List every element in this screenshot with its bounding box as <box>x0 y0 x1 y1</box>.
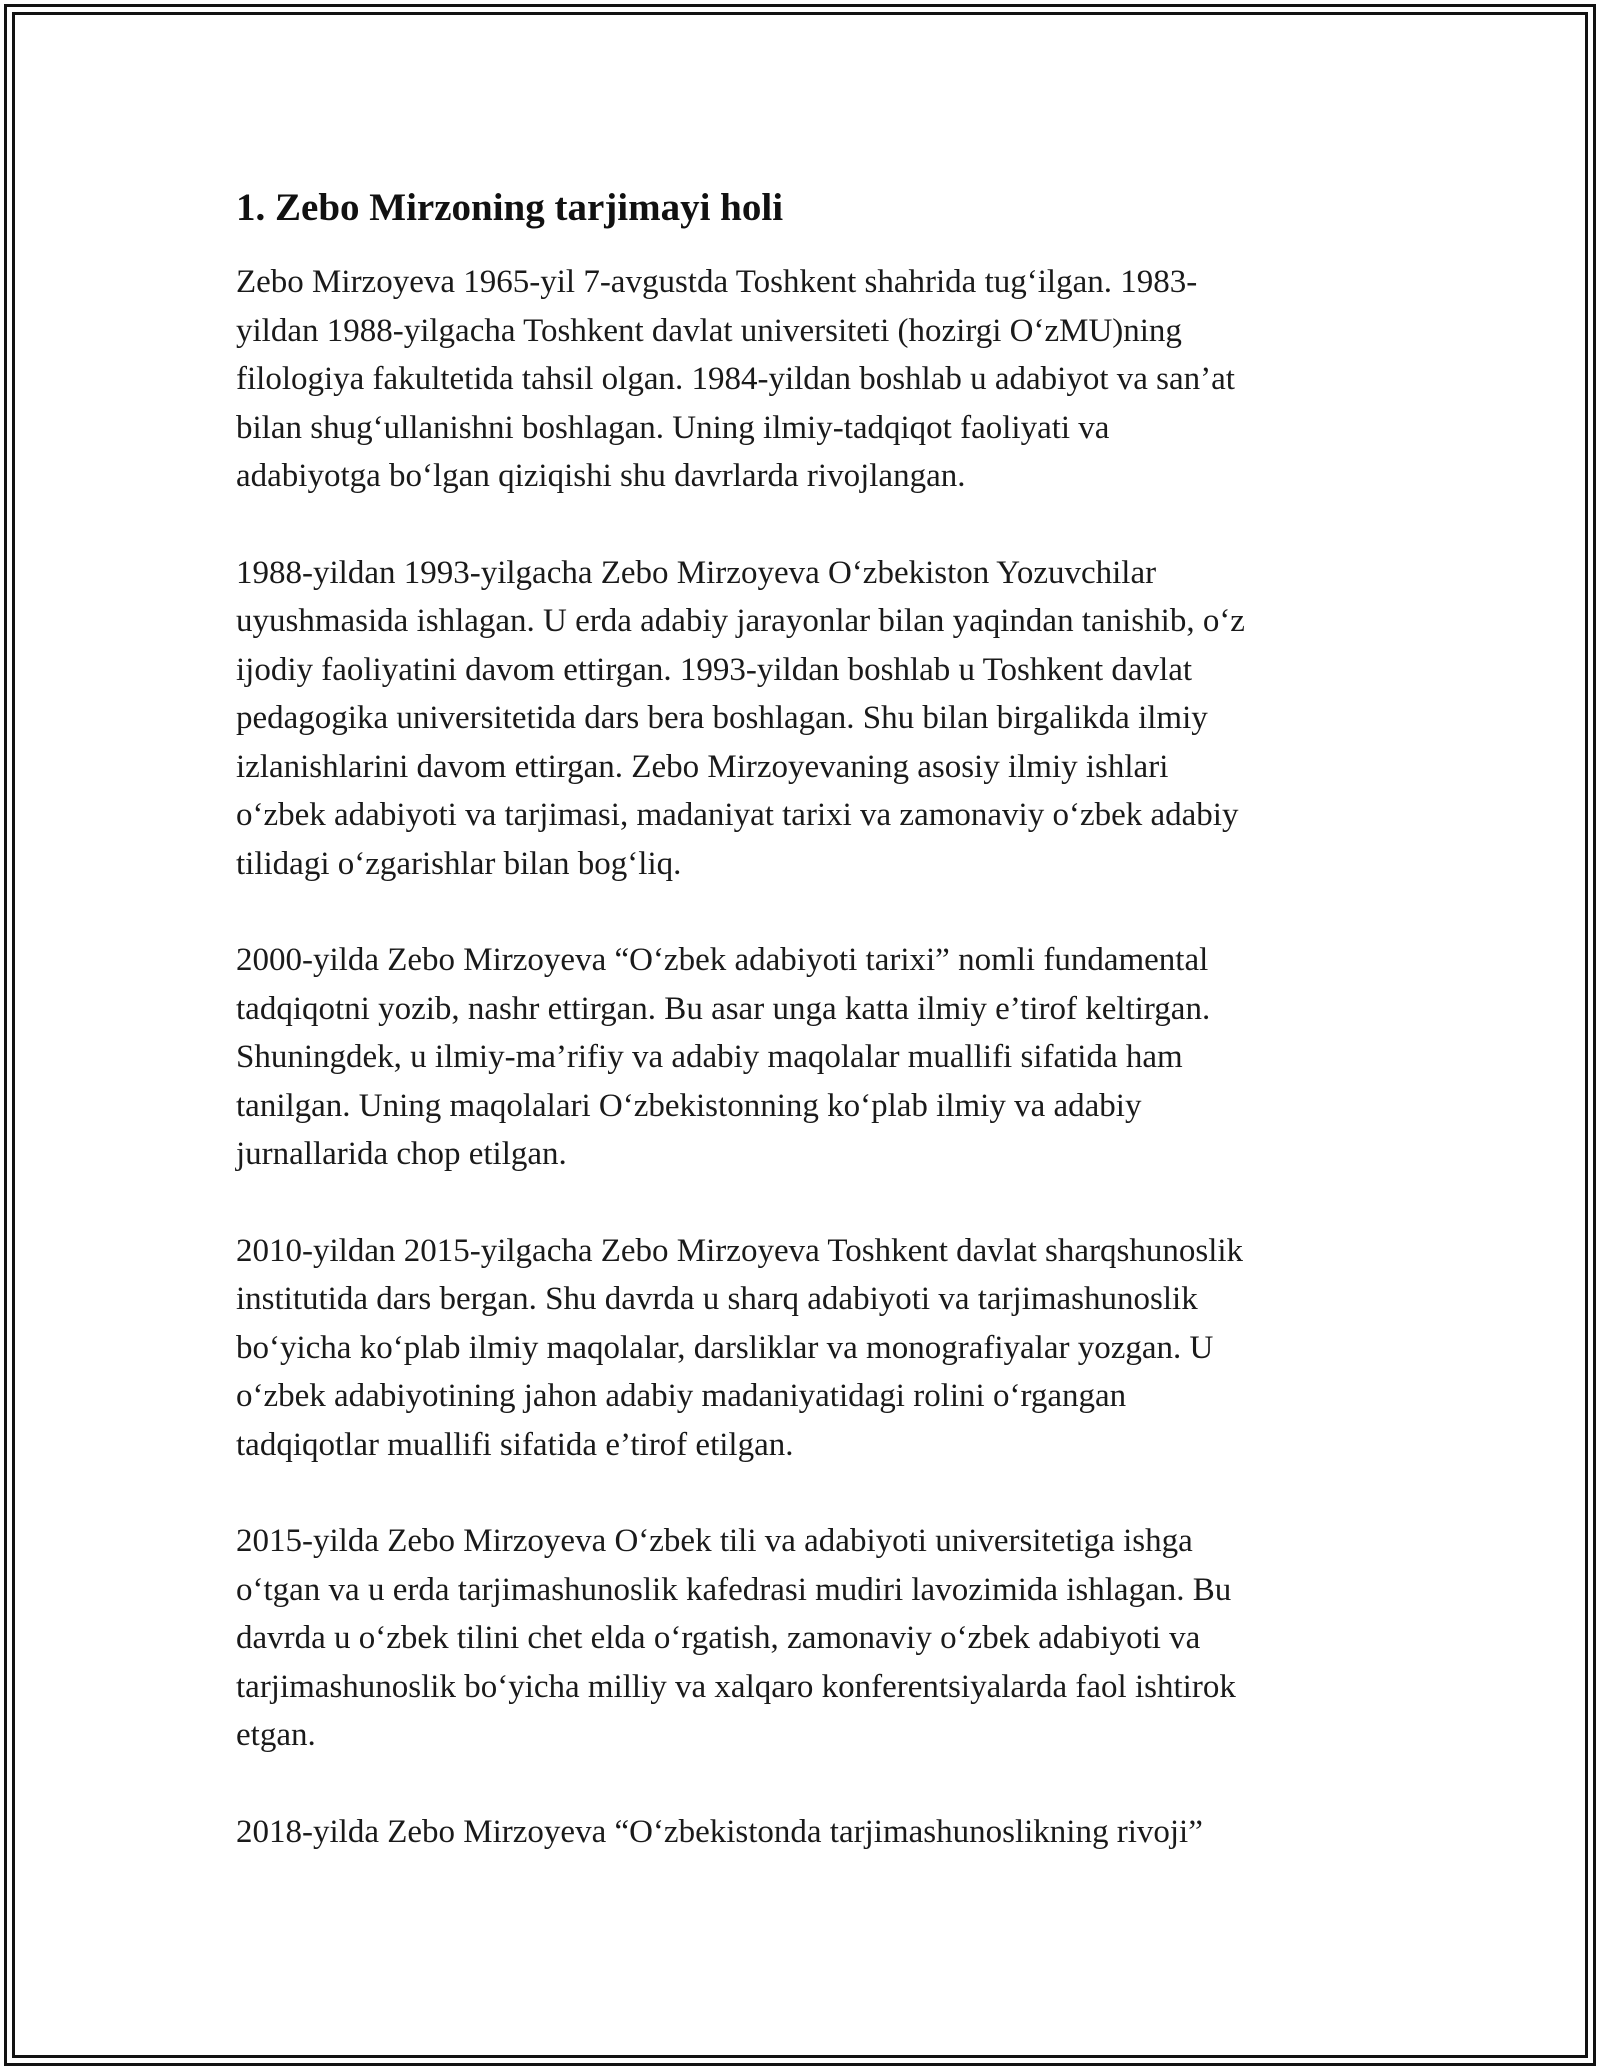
text-line: o‘zbek adabiyotining jahon adabiy madaniyatidagi rolini o‘rgangan <box>236 1378 1127 1414</box>
paragraph-3 <box>236 936 1364 1179</box>
paragraph-1 <box>236 258 1364 501</box>
text-line: o‘zbek adabiyoti va tarjimasi, madaniyat tarixi va zamonaviy o‘zbek adabiy <box>236 797 1239 833</box>
text-line: tadqiqotlar muallifi sifatida e’tirof etilgan. <box>236 1426 794 1463</box>
text-line: 2000-yilda Zebo Mirzoyeva “O‘zbek adabiyoti tarixi” nomli fundamental <box>236 942 1209 978</box>
paragraph-2 <box>236 549 1364 889</box>
text-line: pedagogika universitetida dars bera boshlagan. Shu bilan birgalikda ilmiy <box>236 700 1208 736</box>
document-content <box>236 184 1364 1904</box>
text-line: jurnallarida chop etilgan. <box>236 1136 567 1172</box>
text-line: adabiyotga bo‘lgan qiziqishi shu davrlarda rivojlangan. <box>236 458 966 494</box>
text-line: Zebo Mirzoyeva 1965-yil 7-avgustda Toshkent shahrida tug‘ilgan. 1983- <box>236 264 1198 300</box>
text-line: 2018-yilda Zebo Mirzoyeva “O‘zbekistonda tarjimashunoslikning rivoji” <box>236 1813 1203 1850</box>
text-line: Shuningdek, u ilmiy-ma’rifiy va adabiy maqolalar muallifi sifatida ham <box>236 1039 1183 1075</box>
text-line: institutida dars bergan. Shu davrda u sharq adabiyoti va tarjimashunoslik <box>236 1281 1198 1317</box>
text-line: tanilgan. Uning maqolalari O‘zbekistonning ko‘plab ilmiy va adabiy <box>236 1087 1142 1124</box>
text-line: 2010-yildan 2015-yilgacha Zebo Mirzoyeva Toshkent davlat sharqshunoslik <box>236 1232 1244 1269</box>
text-line: etgan. <box>236 1717 316 1753</box>
text-line: davrda u o‘zbek tilini chet elda o‘rgatish, zamonaviy o‘zbek adabiyoti va <box>236 1620 1201 1656</box>
paragraph-5 <box>236 1517 1364 1760</box>
text-line: o‘tgan va u erda tarjimashunoslik kafedrasi mudiri lavozimida ishlagan. Bu <box>236 1571 1232 1608</box>
text-line: 2015-yilda Zebo Mirzoyeva O‘zbek tili va adabiyoti universitetiga ishga <box>236 1523 1193 1559</box>
text-line: uyushmasida ishlagan. U erda adabiy jarayonlar bilan yaqindan tanishib, o‘z <box>236 603 1245 639</box>
text-line: izlanishlarini davom ettirgan. Zebo Mirzoyevaning asosiy ilmiy ishlari <box>236 748 1169 785</box>
paragraph-4 <box>236 1227 1364 1470</box>
text-line: tilidagi o‘zgarishlar bilan bog‘liq. <box>236 845 682 882</box>
text-line: bilan shug‘ullanishni boshlagan. Uning ilmiy-tadqiqot faoliyati va <box>236 409 1110 446</box>
text-line: 1988-yildan 1993-yilgacha Zebo Mirzoyeva O‘zbekiston Yozuvchilar <box>236 554 1157 591</box>
text-line: ijodiy faoliyatini davom ettirgan. 1993-yildan boshlab u Toshkent davlat <box>236 651 1193 688</box>
text-line: bo‘yicha ko‘plab ilmiy maqolalar, darsliklar va monografiyalar yozgan. U <box>236 1329 1214 1366</box>
paragraph-6 <box>236 1808 1364 1857</box>
text-line: filologiya fakultetida tahsil olgan. 1984-yildan boshlab u adabiyot va san’at <box>236 361 1235 397</box>
text-line: yildan 1988-yilgacha Toshkent davlat universiteti (hozirgi O‘zMU)ning <box>236 312 1182 349</box>
text-line: tadqiqotni yozib, nashr ettirgan. Bu asar unga katta ilmiy e’tirof keltirgan. <box>236 990 1211 1027</box>
text-line: tarjimashunoslik bo‘yicha milliy va xalqaro konferentsiyalarda faol ishtirok <box>236 1668 1236 1705</box>
section-heading: 1. Zebo Mirzoning tarjimayi holi <box>236 186 784 229</box>
